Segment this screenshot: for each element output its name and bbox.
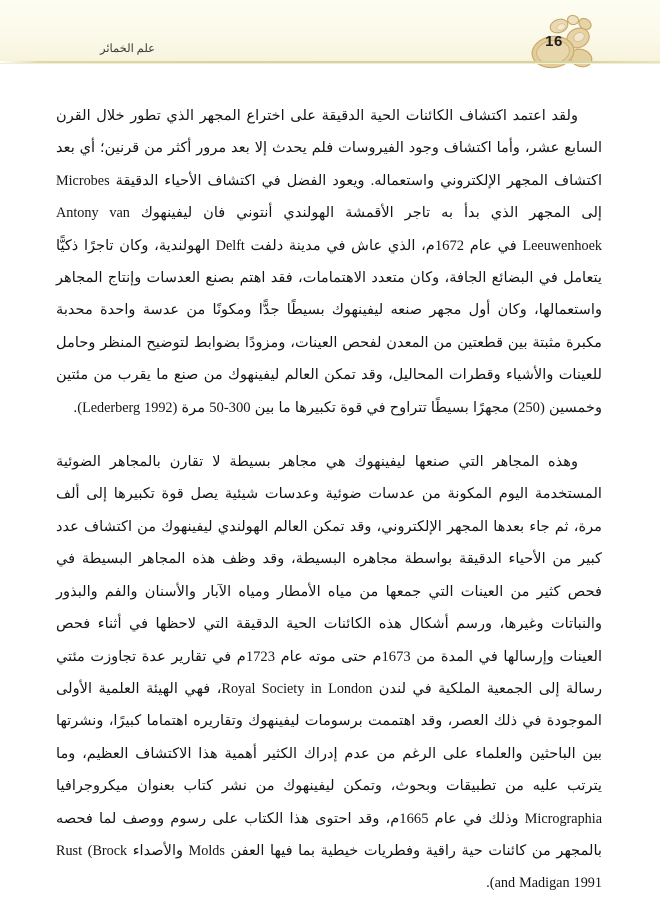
latin-term: Brock and Madigan 1991 bbox=[92, 842, 602, 892]
latin-term: Royal Society in London bbox=[221, 680, 373, 697]
body-paragraph: ولقد اعتمد اكتشاف الكائنات الحية الدقيقة على اختراع المجهر الذي تطور خلال القرن السابع عشر، وأما اكتشاف وجود الفيروسات فلم يحدث إلا بعد مرور أكثر من قرنين؛ أي بعد اكتشاف المجهر الإلكتروني واستعماله. ويعود الفضل في اكتشاف الأحياء الدقيقة Microbes إلى المجهر الذي بدأ به تاجر الأقمشة الهولندي أنتوني فان ليفينهوك Antony van Leeuwenhoek في عام 1672م، الذي عاش في مدينة دلفت Delft الهولندية، وكان تاجرًا ذكيًّا يتعامل في البضائع الجافة، وكان متعدد الاهتمامات، فقد اهتم بصنع العدسات وإنتاج المجاهر واستعمالها، وكان أول مجهر صنعه ليفينهوك بسيطًا جدًّا ومكونًا من عدسة واحدة محدبة مكبرة مثبتة بين قطعتين من المعدن لفحص العينات، ومزودًا بضوابط لتوضيح المنظر وحامل للعينات والأشياء وقطرات المحاليل، وقد تمكن العالم ليفينهوك من صنع ما يقرب من مئتين وخمسين (250) مجهرًا بسيطًا تتراوح في قوة تكبيرها ما بين 50-300 مرة (Lederberg 1992). bbox=[56, 108, 603, 416]
numeric-value: 50-300 bbox=[209, 399, 251, 416]
numeric-value: 1723 bbox=[245, 648, 276, 665]
latin-term: Lederberg 1992 bbox=[82, 399, 173, 416]
latin-term: Micrographia bbox=[524, 810, 602, 827]
latin-term: Molds bbox=[188, 842, 225, 859]
numeric-value: 1672 bbox=[434, 237, 465, 254]
header-divider-rule-soft bbox=[0, 63, 660, 64]
numeric-value: 250 bbox=[518, 399, 540, 416]
latin-term: Delft bbox=[215, 237, 245, 254]
latin-term: Antony van Leeuwenhoek bbox=[56, 205, 603, 254]
latin-term: Microbes bbox=[56, 172, 110, 189]
page-body bbox=[56, 100, 602, 900]
page-header bbox=[0, 0, 660, 64]
numeric-value: 1665 bbox=[399, 810, 429, 827]
body-paragraph: وهذه المجاهر التي صنعها ليفينهوك هي مجاهر بسيطة لا تقارن بالمجاهر الضوئية المستخدمة اليوم المكونة من عدسات ضوئية وعدسات شيئية يصل قوة تكبيرها إلى ألف مرة، ثم جاء بعدها المجهر الإلكتروني، وقد تمكن العالم الهولندي ليفينهوك من اكتشاف عدد كبير من الأحياء الدقيقة بواسطة مجاهره البسيطة، وقد وظف هذه المجاهر البسيطة في فحص كثير من العينات التي جمعها من مياه الأمطار ومياه الآبار والأسنان والفم والبذور والنباتات وغيرها، ورسم أشكال هذه الكائنات الحية الدقيقة التي لاحظها في أثناء فحص العينات وإرسالها في المدة من 1673م حتى موته عام 1723م في تقارير عدة تجاوزت مئتي رسالة إلى الجمعية الملكية في لندن Royal Society in London، فهي الهيئة العلمية الأولى الموجودة في ذلك العصر، وقد اهتممت برسومات ليفينهوك وتقاريره اهتماما كبيرًا، ونشرتها بين الباحثين والعلماء على الرغم من عدم إدراك الكثير أهمية هذا الاكتشاف العظيم، وما يترتب عليه من تطبيقات وبحوث، وتمكن ليفينهوك من نشر كتاب بعنوان ميكروجرافيا Micrographia وذلك في عام 1665م، وقد احتوى هذا الكتاب على رسوم ووصف لما فحصه بالمجهر من كائنات حية راقية وفطريات خيطية بما فيها العفن Molds والأصداء Rust (Brock and Madigan 1991). bbox=[56, 454, 603, 892]
page-number: 16 bbox=[545, 33, 563, 50]
running-header-title: علم الخمائر bbox=[99, 43, 155, 55]
latin-term: Rust bbox=[56, 842, 83, 859]
numeric-value: 1673 bbox=[381, 648, 411, 665]
